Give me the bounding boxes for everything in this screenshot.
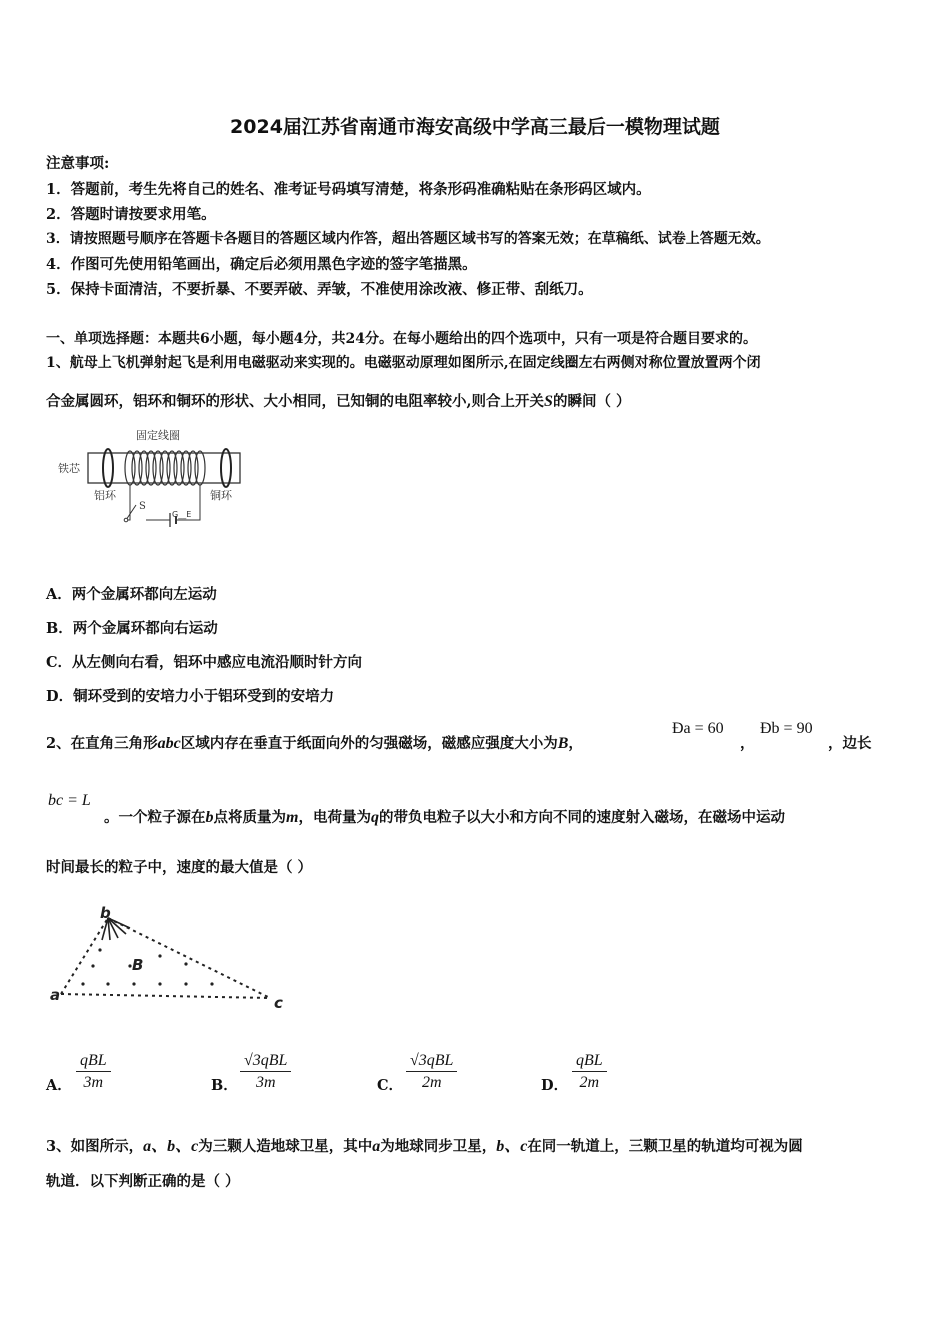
aluminum-ring [103, 449, 113, 487]
numerator-text: qBL [80, 1052, 107, 1069]
numerator [76, 1052, 111, 1072]
q2-text: ， [568, 735, 583, 752]
q2-var-B: B [557, 735, 569, 752]
q2-stem-line3: 时间最长的粒子中，速度的最大值是（ ） [46, 859, 313, 876]
q1-option-c[interactable]: C．从左侧向右看，铝环中感应电流沿顺时针方向 [46, 654, 363, 671]
denominator: 3m [255, 1074, 276, 1091]
notice-heading: 注意事项: [46, 155, 110, 172]
triangle-outline [61, 918, 270, 998]
coil-label: 固定线圈 [136, 429, 180, 442]
q2-var-b: b [205, 809, 214, 826]
denominator: 3m [83, 1074, 104, 1091]
fixed-coil [125, 451, 205, 485]
q1-stem-text-end: 的瞬间（ ） [552, 393, 631, 410]
q1-option-d[interactable]: D．铜环受到的安培力小于铝环受到的安培力 [46, 688, 335, 705]
q2-option-a-fraction[interactable] [76, 1052, 111, 1092]
q2-option-d-label[interactable]: D． [541, 1077, 569, 1094]
notice-item: 5．保持卡面清洁，不要折暴、不要弄破、弄皱，不准使用涂改液、修正带、刮纸刀。 [46, 281, 593, 298]
q3-text: 3、如图所示， [46, 1138, 144, 1155]
q3-text: 为三颗人造地球卫星，其中 [198, 1138, 373, 1155]
section-heading: 一、单项选择题：本题共6小题，每小题4分，共24分。在每小题给出的四个选项中，只有一项是符合题目要求的。 [46, 331, 757, 347]
q3-vars-abc: a、b、c [143, 1138, 199, 1155]
q2-var-m: m [286, 809, 299, 826]
denominator: 2m [421, 1074, 442, 1091]
q2-stem-line1 [46, 732, 583, 753]
q2-bc-length: bc = L [48, 792, 91, 809]
switch [126, 505, 136, 520]
q2-option-c-fraction[interactable] [406, 1052, 457, 1092]
q2-option-d-fraction[interactable] [572, 1052, 607, 1092]
q2-comma: ， [740, 735, 755, 752]
q1-stem-line1: 1、航母上飞机弹射起飞是利用电磁驱动来实现的。电磁驱动原理如图所示,在固定线圈左右两侧对称位置放置两个闭 [46, 355, 761, 371]
copper-ring-label: 铜环 [210, 489, 232, 502]
q2-triangle-figure [48, 900, 293, 1015]
numerator [572, 1052, 607, 1072]
q2-option-b-label[interactable]: B． [211, 1077, 238, 1094]
q2-text: 。一个粒子源在 [104, 809, 206, 826]
switch-label: S [139, 501, 146, 512]
vertex-c-label: c [274, 994, 283, 1012]
numerator-text: qBL [576, 1052, 603, 1069]
iron-core [88, 453, 240, 483]
q1-stem-text: 合金属圆环，铝环和铜环的形状、大小相同，已知铜的电阻率较小,则合上开关 [46, 393, 545, 410]
q3-text: 在同一轨道上，三颗卫星的轨道均可视为圆 [527, 1138, 803, 1155]
q2-option-b-fraction[interactable] [240, 1052, 291, 1092]
core-label: 铁芯 [58, 462, 80, 475]
field-dots [81, 948, 213, 985]
q1-option-b[interactable]: B．两个金属环都向右运动 [46, 620, 218, 637]
q2-var-q: q [370, 809, 379, 826]
q2-var-abc: abc [157, 735, 181, 752]
field-B-label: B [132, 956, 144, 974]
q2-text: 的带负电粒子以大小和方向不同的速度射入磁场，在磁场中运动 [378, 809, 785, 826]
q3-stem-line2: 轨道．以下判断正确的是（ ） [46, 1173, 240, 1190]
q2-stem-line2 [104, 806, 785, 827]
battery-label: G__E [172, 510, 192, 519]
q1-stem-line2 [46, 390, 631, 411]
notice-item: 1．答题前，考生先将自己的姓名、准考证号码填写清楚，将条形码准确粘贴在条形码区域内。 [46, 181, 651, 198]
q1-option-a[interactable]: A．两个金属环都向左运动 [46, 586, 217, 603]
q3-var-a: a [372, 1138, 381, 1155]
switch-pivot [124, 518, 128, 522]
q2-text: ，电荷量为 [298, 809, 371, 826]
vertex-a-label: a [50, 986, 61, 1004]
q3-stem-line1 [46, 1133, 803, 1156]
q2-option-c-label[interactable]: C． [377, 1077, 404, 1094]
sqrt-sign: √ [410, 1052, 419, 1069]
notice-item: 3．请按照题号顺序在答题卡各题目的答题区域内作答，超出答题区域书写的答案无效；在草稿纸、试卷上答题无效。 [46, 231, 770, 247]
q3-text: 为地球同步卫星， [380, 1138, 497, 1155]
numerator [240, 1052, 291, 1072]
q2-angle-b: Ðb = 90 [760, 720, 813, 737]
q2-text: 点将质量为 [213, 809, 286, 826]
aluminum-ring-label: 铝环 [94, 489, 116, 502]
q2-text: 2、在直角三角形 [46, 735, 158, 752]
copper-ring [221, 449, 231, 487]
numerator [406, 1052, 457, 1072]
q2-angle-a: Ða = 60 [672, 720, 724, 737]
q2-option-a-label[interactable]: A． [46, 1077, 72, 1094]
q2-text: 区域内存在垂直于纸面向外的匀强磁场，磁感应强度大小为 [180, 735, 558, 752]
q3-vars-bc: b、c [496, 1138, 528, 1155]
notice-item: 2．答题时请按要求用笔。 [46, 206, 216, 223]
vertex-b-label: b [100, 904, 111, 922]
q1-electromagnetic-figure [50, 425, 250, 540]
notice-item: 4．作图可先使用铅笔画出，确定后必须用黑色字迹的签字笔描黑。 [46, 256, 477, 273]
sqrt-sign: √ [244, 1052, 253, 1069]
page-title: 2024届江苏省南通市海安高级中学高三最后一模物理试题 [230, 116, 720, 138]
denominator: 2m [579, 1074, 600, 1091]
q1-switch-var: S [544, 393, 553, 410]
q2-side-text: ，边长 [828, 735, 872, 752]
numerator-text: 3qBL [418, 1052, 454, 1069]
numerator-text: 3qBL [252, 1052, 288, 1069]
